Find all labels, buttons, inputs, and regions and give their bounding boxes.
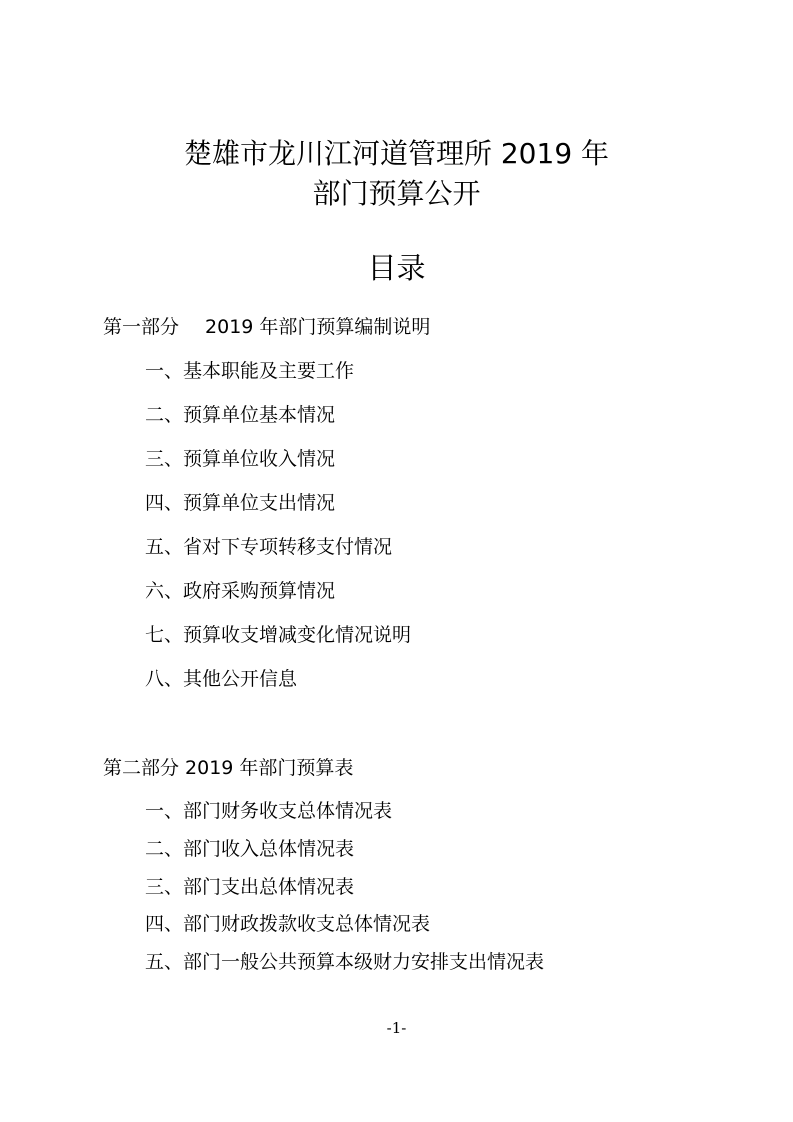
toc-heading: 目录: [367, 251, 426, 285]
toc-part-1-item: 四、预算单位支出情况: [145, 492, 336, 514]
toc-part-1-item: 六、政府采购预算情况: [145, 580, 336, 602]
toc-part-2-item: 五、部门一般公共预算本级财力安排支出情况表: [145, 951, 545, 973]
toc-part-1-title: 2019 年部门预算编制说明: [205, 316, 431, 338]
toc-part-2-item: 三、部门支出总体情况表: [145, 876, 355, 898]
toc-part-1-item: 七、预算收支增减变化情况说明: [145, 624, 412, 646]
toc-part-1-heading: [103, 314, 430, 340]
toc-part-2-item: 二、部门收入总体情况表: [145, 838, 355, 860]
toc-part-1-item: 三、预算单位收入情况: [145, 448, 336, 470]
toc-part-1-item: 二、预算单位基本情况: [145, 404, 336, 426]
toc-part-2-item: 四、部门财政拨款收支总体情况表: [145, 913, 431, 935]
page-number: -1-: [386, 1019, 407, 1037]
document-title-line-1: 楚雄市龙川江河道管理所 2019 年: [183, 137, 610, 170]
document-title-line-2: 部门预算公开: [312, 177, 481, 210]
toc-part-1-item: 一、基本职能及主要工作: [145, 360, 355, 382]
toc-part-2-item: 一、部门财务收支总体情况表: [145, 800, 393, 822]
toc-part-2-heading: 第二部分 2019 年部门预算表: [103, 757, 354, 779]
toc-part-1-label: 第一部分: [103, 316, 180, 338]
toc-part-1-item: 五、省对下专项转移支付情况: [145, 536, 393, 558]
toc-part-1-item: 八、其他公开信息: [145, 668, 298, 690]
